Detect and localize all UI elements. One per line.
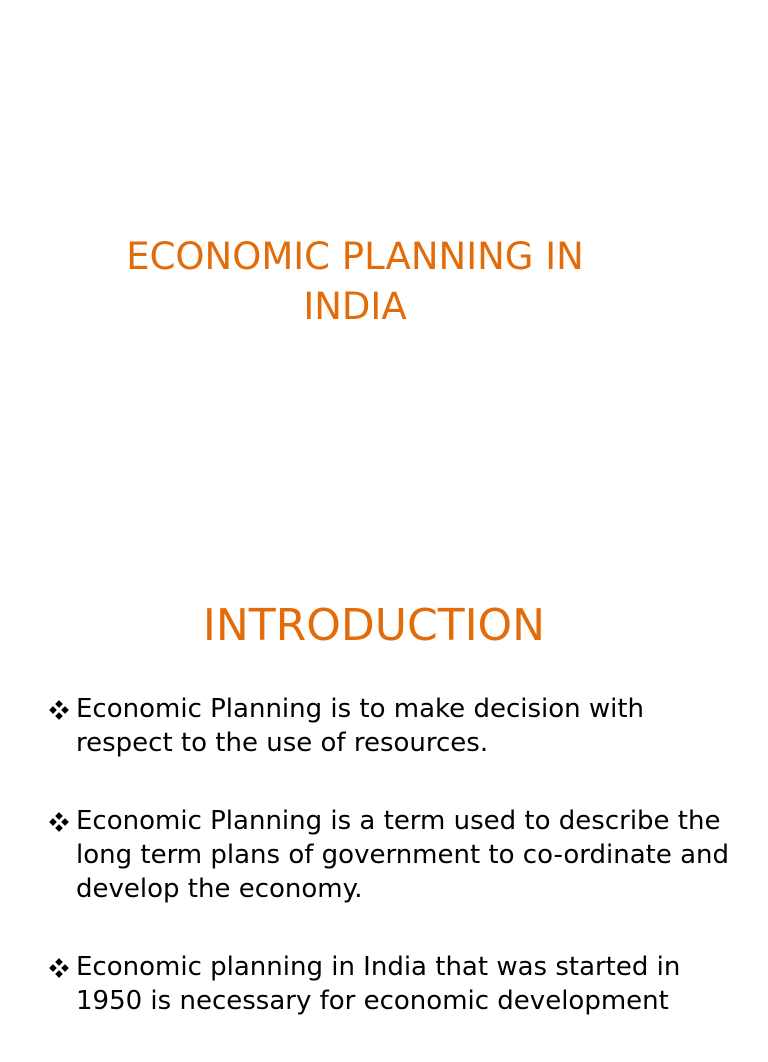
four-diamond-bullet-icon — [48, 957, 70, 979]
slide-title — [60, 232, 650, 332]
slide-title-line-2: INDIA — [303, 285, 407, 328]
four-diamond-bullet-icon — [48, 811, 70, 833]
four-diamond-bullet-icon — [48, 699, 70, 721]
bullet-list — [48, 692, 738, 1062]
slide-title-line-1: ECONOMIC PLANNING IN — [126, 235, 584, 278]
bullet-item — [48, 950, 738, 1018]
bullet-item — [48, 692, 738, 760]
bullet-item — [48, 804, 738, 906]
section-heading: INTRODUCTION — [202, 600, 546, 651]
bullet-text: Economic Planning is to make decision with respect to the use of resources. — [76, 694, 645, 758]
bullet-text: Economic Planning is a term used to describe the long term plans of government to co-ordinate and develop the economy. — [76, 806, 729, 904]
bullet-text: Economic planning in India that was started in 1950 is necessary for economic development — [76, 952, 681, 1016]
